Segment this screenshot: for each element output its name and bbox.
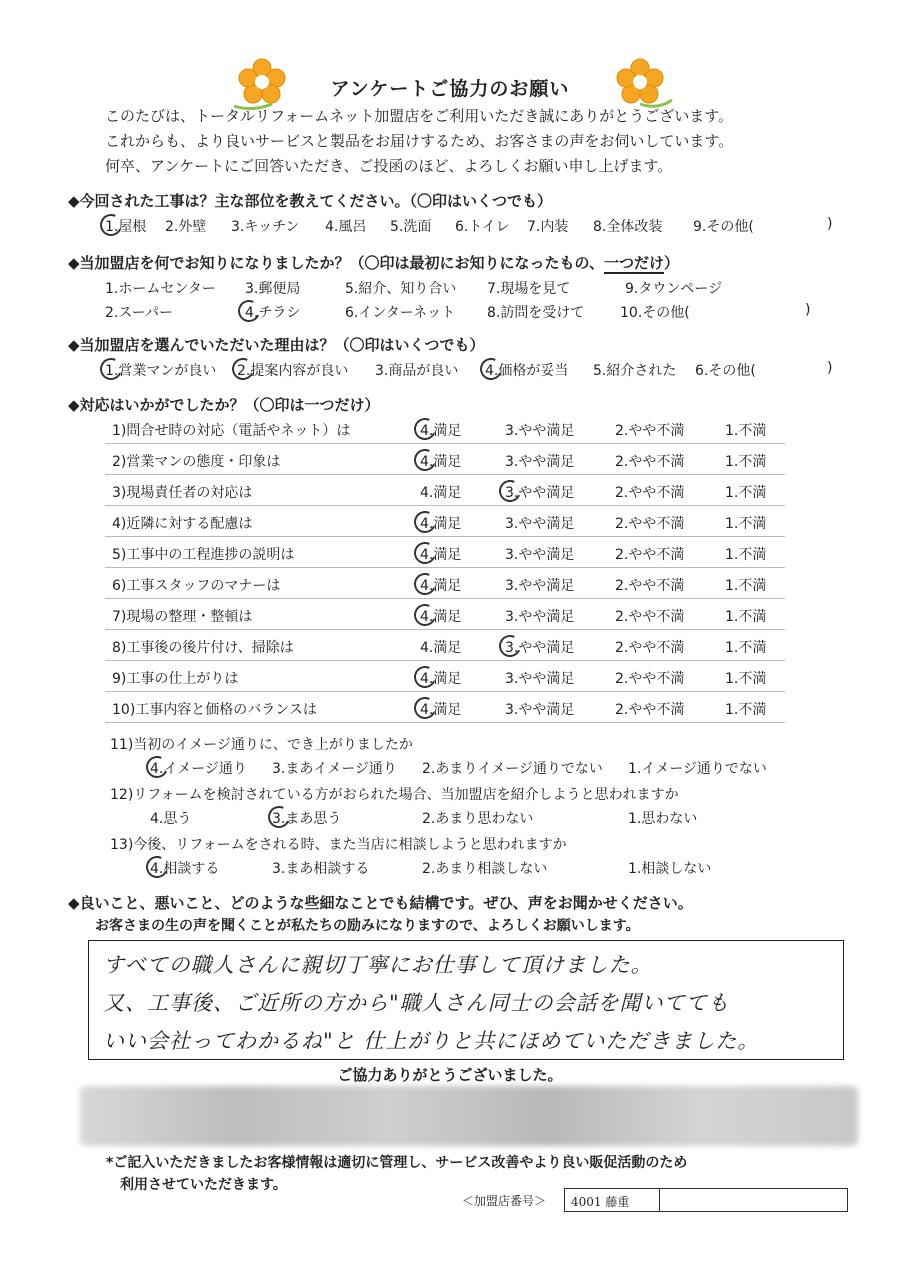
rating-item-label: 4)近隣に対する配慮は	[112, 516, 253, 532]
q2-option[interactable]: 6.インターネット	[345, 305, 456, 321]
rating-option[interactable]: 2.やや不満	[615, 423, 685, 439]
intro-line-1: このたびは、トータルリフォームネット加盟店をご利用いただき誠にありがとうございます。	[105, 107, 734, 125]
row-divider	[105, 505, 785, 506]
q13-option[interactable]: 4.相談する	[150, 861, 220, 877]
q3-option[interactable]: 3.商品が良い	[375, 363, 459, 379]
rating-option[interactable]: 4.満足	[420, 640, 462, 656]
q2-option[interactable]: 3.郵便局	[245, 281, 301, 297]
rating-option[interactable]: 4.満足	[420, 454, 462, 470]
q4-heading: ◆対応はいかがでしたか？（〇印は一つだけ）	[68, 396, 380, 414]
rating-item-label: 1)問合せ時の対応（電話やネット）は	[112, 423, 351, 439]
rating-option[interactable]: 2.やや不満	[615, 578, 685, 594]
notice-line-1: *ご記入いただきましたお客様情報は適切に管理し、サービス改善やより良い販促活動のため	[106, 1155, 688, 1171]
rating-option[interactable]: 2.やや不満	[615, 702, 685, 718]
q2-option[interactable]: 7.現場を見て	[487, 281, 571, 297]
comment-line-1: すべての職人さんに親切丁寧にお仕事して頂けました。	[103, 953, 653, 977]
q2-option: )	[805, 302, 811, 318]
rating-option[interactable]: 4.満足	[420, 702, 462, 718]
rating-option[interactable]: 1.不満	[725, 702, 767, 718]
rating-option[interactable]: 2.やや不満	[615, 609, 685, 625]
q5-heading: ◆良いこと、悪いこと、どのような些細なことでも結構です。ぜひ、声をお聞かせください。	[68, 894, 693, 912]
q1-option[interactable]: 9.その他(	[693, 219, 754, 235]
rating-option[interactable]: 2.やや不満	[615, 454, 685, 470]
rating-option[interactable]: 3.やや満足	[505, 547, 575, 563]
q1-option[interactable]: 8.全体改装	[593, 219, 663, 235]
q2-heading	[68, 252, 679, 273]
comment-line-2: 又、工事後、ご近所の方から"職人さん同士の会話を聞いてても	[103, 991, 730, 1015]
q1-option[interactable]: 2.外壁	[165, 219, 207, 235]
comment-line-3: いい会社ってわかるね"と 仕上がりと共にほめていただきました。	[103, 1029, 760, 1053]
q13-question: 13)今後、リフォームをされる時、また当店に相談しようと思われますか	[110, 837, 567, 853]
rating-option[interactable]: 4.満足	[420, 516, 462, 532]
rating-option[interactable]: 2.やや不満	[615, 547, 685, 563]
rating-option[interactable]: 3.やや満足	[505, 578, 575, 594]
rating-option[interactable]: 1.不満	[725, 516, 767, 532]
rating-option[interactable]: 2.やや不満	[615, 485, 685, 501]
q1-option[interactable]: 3.キッチン	[231, 219, 300, 235]
q2-option[interactable]: 10.その他(	[620, 305, 690, 321]
q12-option[interactable]: 3.まあ思う	[272, 811, 342, 827]
q2-heading-close: ）	[663, 254, 679, 272]
rating-item-label: 5)工事中の工程進捗の説明は	[112, 547, 295, 563]
q1-option[interactable]: 5.洗面	[390, 219, 432, 235]
rating-option[interactable]: 4.満足	[420, 485, 462, 501]
rating-item-label: 2)営業マンの態度・印象は	[112, 454, 281, 470]
q3-heading: ◆当加盟店を選んでいただいた理由は？（〇印はいくつでも）	[68, 336, 485, 354]
q11-option[interactable]: 2.あまりイメージ通りでない	[422, 761, 603, 777]
rating-option[interactable]: 4.満足	[420, 423, 462, 439]
customer-info-redacted	[80, 1086, 858, 1146]
page-title: アンケートご協力のお願い	[330, 78, 570, 100]
rating-option[interactable]: 1.不満	[725, 578, 767, 594]
q2-option[interactable]: 1.ホームセンター	[105, 281, 216, 297]
rating-option[interactable]: 1.不満	[725, 640, 767, 656]
q2-option[interactable]: 4.チラシ	[245, 305, 301, 321]
q3-option: )	[827, 360, 833, 376]
rating-option[interactable]: 1.不満	[725, 454, 767, 470]
q13-option[interactable]: 3.まあ相談する	[272, 861, 370, 877]
q1-option[interactable]: 4.風呂	[325, 219, 367, 235]
q2-option[interactable]: 9.タウンページ	[625, 281, 723, 297]
q3-option[interactable]: 5.紹介された	[593, 363, 677, 379]
rating-option[interactable]: 1.不満	[725, 609, 767, 625]
q11-option[interactable]: 3.まあイメージ通り	[272, 761, 397, 777]
q11-option[interactable]: 4.イメージ通り	[150, 761, 247, 777]
rating-option[interactable]: 3.やや満足	[505, 485, 575, 501]
rating-option[interactable]: 2.やや不満	[615, 640, 685, 656]
intro-line-3: 何卒、アンケートにご回答いただき、ご投函のほど、よろしくお願い申し上げます。	[105, 157, 673, 175]
row-divider	[105, 691, 785, 692]
rating-option[interactable]: 1.不満	[725, 671, 767, 687]
shop-number-blank	[660, 1189, 847, 1211]
row-divider	[105, 629, 785, 630]
shop-number-value: 4001 藤重	[565, 1189, 660, 1211]
row-divider	[105, 722, 785, 723]
shop-number-table	[564, 1188, 848, 1212]
q1-option[interactable]: 1.屋根	[105, 219, 147, 235]
rating-item-label: 7)現場の整理・整頓は	[112, 609, 253, 625]
q3-option[interactable]: 4.価格が妥当	[485, 363, 569, 379]
row-divider	[105, 536, 785, 537]
row-divider	[105, 598, 785, 599]
q3-option[interactable]: 2.提案内容が良い	[237, 363, 349, 379]
rating-item-label: 3)現場責任者の対応は	[112, 485, 253, 501]
rating-option[interactable]: 3.やや満足	[505, 516, 575, 532]
rating-option[interactable]: 4.満足	[420, 547, 462, 563]
comment-box[interactable]	[88, 940, 844, 1060]
q12-option[interactable]: 4.思う	[150, 811, 192, 827]
rating-option[interactable]: 4.満足	[420, 609, 462, 625]
q2-option[interactable]: 8.訪問を受けて	[487, 305, 585, 321]
rating-option[interactable]: 4.満足	[420, 671, 462, 687]
q1-option[interactable]: 6.トイレ	[455, 219, 510, 235]
rating-option[interactable]: 3.やや満足	[505, 423, 575, 439]
q12-option[interactable]: 2.あまり思わない	[422, 811, 534, 827]
rating-option[interactable]: 1.不満	[725, 423, 767, 439]
q1-option: )	[827, 216, 833, 232]
rating-option[interactable]: 1.不満	[725, 485, 767, 501]
row-divider	[105, 443, 785, 444]
rating-option[interactable]: 3.やや満足	[505, 702, 575, 718]
row-divider	[105, 474, 785, 475]
rating-item-label: 6)工事スタッフのマナーは	[112, 578, 281, 594]
q3-option[interactable]: 6.その他(	[695, 363, 756, 379]
q2-option[interactable]: 2.スーパー	[105, 305, 173, 321]
rating-item-label: 9)工事の仕上がりは	[112, 671, 239, 687]
q11-option[interactable]: 1.イメージ通りでない	[628, 761, 767, 777]
row-divider	[105, 567, 785, 568]
q13-option[interactable]: 1.相談しない	[628, 861, 712, 877]
intro-line-2: これからも、より良いサービスと製品をお届けするため、お客さまの声をお伺いしています。	[105, 132, 734, 150]
q2-heading-text: ◆当加盟店を何でお知りになりましたか？（〇印は最初にお知りになったもの、	[68, 254, 604, 272]
q1-heading: ◆今回された工事は？主な部位を教えてください。（〇印はいくつでも）	[68, 192, 553, 210]
q2-option[interactable]: 5.紹介、知り合い	[345, 281, 457, 297]
q13-option[interactable]: 2.あまり相談しない	[422, 861, 548, 877]
row-divider	[105, 660, 785, 661]
rating-option[interactable]: 2.やや不満	[615, 671, 685, 687]
q2-heading-emphasis: 一つだけ	[603, 254, 664, 272]
rating-option[interactable]: 1.不満	[725, 547, 767, 563]
q12-option[interactable]: 1.思わない	[628, 811, 698, 827]
rating-option[interactable]: 3.やや満足	[505, 454, 575, 470]
rating-option[interactable]: 4.満足	[420, 578, 462, 594]
rating-item-label: 10)工事内容と価格のバランスは	[112, 702, 317, 718]
rating-option[interactable]: 2.やや不満	[615, 516, 685, 532]
q5-subheading: お客さまの生の声を聞くことが私たちの励みになりますので、よろしくお願いします。	[95, 918, 640, 934]
thanks-text: ご協力ありがとうございました。	[337, 1066, 563, 1084]
rating-option[interactable]: 3.やや満足	[505, 609, 575, 625]
notice-line-2: 利用させていただきます。	[120, 1177, 287, 1193]
q1-option[interactable]: 7.内装	[527, 219, 569, 235]
q12-question: 12)リフォームを検討されている方がおられた場合、当加盟店を紹介しようと思われますか	[110, 787, 679, 803]
rating-item-label: 8)工事後の後片付け、掃除は	[112, 640, 294, 656]
shop-number-label: ＜加盟店番号＞	[462, 1194, 547, 1208]
q11-question: 11)当初のイメージ通りに、でき上がりましたか	[110, 737, 413, 753]
rating-option[interactable]: 3.やや満足	[505, 640, 575, 656]
rating-option[interactable]: 3.やや満足	[505, 671, 575, 687]
q3-option[interactable]: 1.営業マンが良い	[105, 363, 217, 379]
